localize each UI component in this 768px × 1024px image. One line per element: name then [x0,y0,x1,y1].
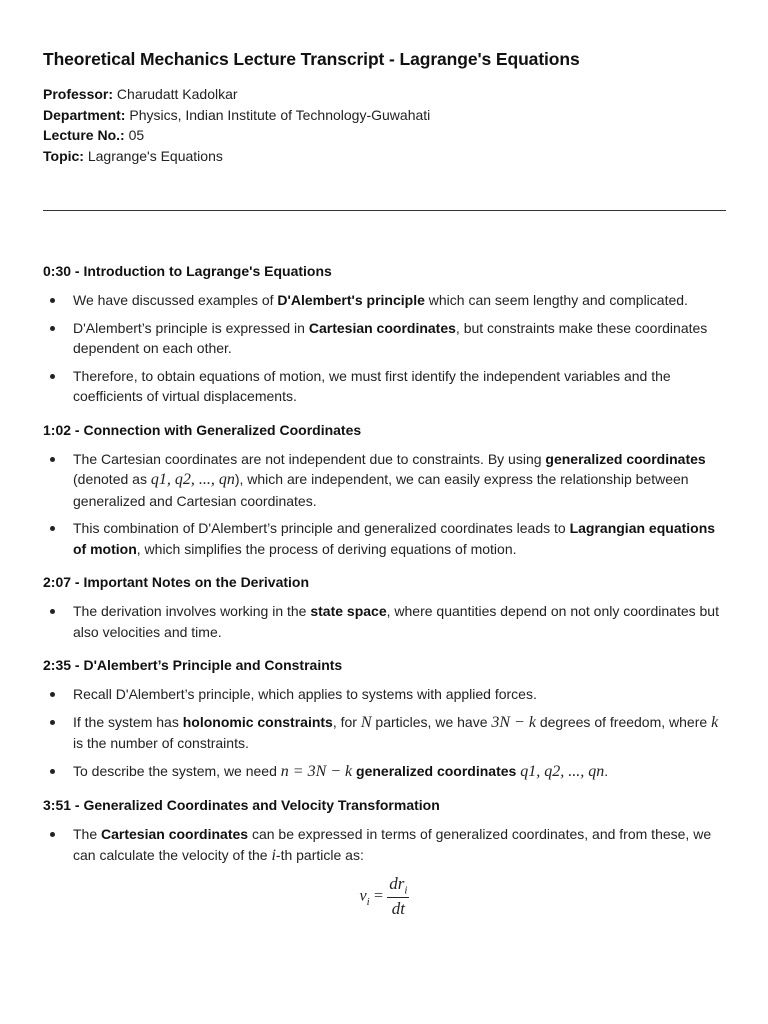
bullet-text: , where quantities depend on not only coordinates but also velocities and time. [73,603,719,640]
meta-professor-label: Professor: [43,86,114,102]
bullet-text: is the number of constraints. [73,735,249,751]
meta-professor [43,84,430,105]
numerator-subscript: i [404,884,408,897]
bullet-text: The Cartesian coordinates are not independent due to constraints. By using [73,450,546,467]
list-item [43,824,726,866]
bullet-text: can be expressed in terms of generalized coordinates, and from these, we can calculate the velocity of the [73,826,712,863]
equation-fraction [387,874,409,919]
bullet-text: This combination of D'Alembert’s principle and generalized coordinates leads to [73,520,570,536]
meta-topic-value: Lagrange's Equations [87,147,223,164]
list-item [43,290,726,311]
math-expression: 3N − k [491,713,536,731]
equation-lhs-subscript: i [366,896,370,908]
bullet-list [43,824,726,866]
list-item [43,318,726,359]
bullet-text: -th particle as: [275,846,364,863]
horizontal-divider [43,210,726,211]
bullet-text: , which simplifies the process of deriving equations of motion. [136,540,517,557]
meta-professor-value: Charudatt Kadolkar [116,86,238,102]
bullet-text: which can seem lengthy and complicated. [424,292,688,308]
list-item [43,712,726,754]
bold-term: D'Alembert's principle [277,292,425,308]
bullet-text: , but constraints make these coordinates dependent on each other. [73,319,708,356]
section-heading: 0:30 - Introduction to Lagrange's Equations [43,263,332,279]
section-heading: 1:02 - Connection with Generalized Coordinates [43,421,362,438]
bullet-text: ), which are independent, we can easily express the relationship between generalized and Cartesian coordinates. [73,471,689,509]
fraction-numerator [387,874,409,898]
bullet-text: . [604,762,609,779]
list-item [43,518,726,559]
meta-department [43,105,430,126]
list-item [43,684,726,705]
transcript-sections [43,261,726,919]
bullet-text: degrees of freedom, where [535,713,712,730]
bold-term: state space [310,603,387,619]
bullet-text: We have discussed examples of [73,292,278,308]
bold-term: Lagrangian equations of motion [73,520,716,557]
bullet-text: , for [332,713,361,730]
equation-equals: = [373,887,383,905]
document-title: Theoretical Mechanics Lecture Transcript - Lagrange's Equations [43,49,580,69]
numerator-text: dr [389,874,405,893]
meta-department-value: Physics, Indian Institute of Technology-Guwahati [129,106,431,123]
section-heading: 3:51 - Generalized Coordinates and Velocity Transformation [43,797,440,813]
bullet-text: The derivation involves working in the [73,603,311,619]
bullet-list [43,601,726,642]
bullet-text: If the system has [73,713,183,730]
section-heading: 2:35 - D'Alembert’s Principle and Constraints [43,657,343,673]
meta-topic-label: Topic: [43,147,84,164]
bullet-text: The [73,826,102,842]
list-item [43,366,726,407]
fraction-denominator: dt [391,899,405,919]
bullet-list [43,684,726,782]
section-heading: 2:07 - Important Notes on the Derivation [43,574,310,590]
list-item [43,449,726,512]
list-item [43,761,726,783]
list-item [43,601,726,642]
metadata-block [43,84,430,166]
meta-department-label: Department: [43,106,126,123]
math-expression: N [360,713,372,731]
equation-lhs: v [359,887,367,905]
meta-lecture-label: Lecture No.: [43,127,125,143]
meta-lecture-value: 05 [128,127,145,143]
bullet-text: To describe the system, we need [73,762,281,779]
bullet-text: D'Alembert’s principle is expressed in [73,319,309,336]
bold-term: generalized coordinates [545,450,706,467]
math-expression: n = 3N − k [280,762,353,780]
math-expression: q1, q2, ..., qn [150,471,235,488]
math-expression: i [271,846,276,864]
meta-lecture [43,125,430,146]
bullet-text: (denoted as [73,471,151,487]
bold-term: Cartesian coordinates [308,319,456,336]
bullet-text: Therefore, to obtain equations of motion, we must first identify the independent variables and the coefficients of virtual displacements. [73,367,671,404]
bold-term: Cartesian coordinates [101,826,249,842]
bullet-text: particles, we have [371,713,492,730]
bold-term: holonomic constraints [182,713,333,730]
velocity-equation [43,874,726,919]
math-expression: q1, q2, ..., qn [520,762,605,780]
meta-topic [43,146,430,167]
bullet-list [43,290,726,407]
bullet-text: Recall D'Alembert’s principle, which applies to systems with applied forces. [73,686,537,702]
bullet-list [43,449,726,560]
math-expression: k [711,713,719,731]
bold-term: generalized coordinates [352,762,521,779]
